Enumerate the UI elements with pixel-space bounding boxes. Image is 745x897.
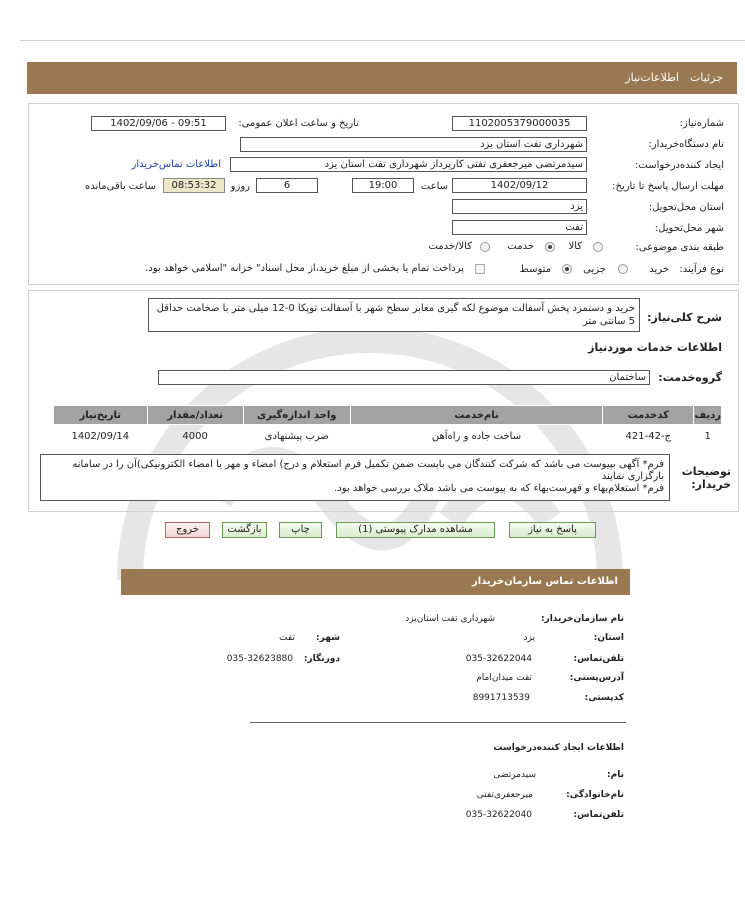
category-label: طبقه بندی موضوعی: — [635, 242, 724, 253]
need-number-field: 1102005379000035 — [452, 116, 587, 131]
city-label: شهر محل‌تحویل: — [654, 223, 724, 234]
fax-label: دورنگار: — [303, 654, 340, 664]
details-link[interactable]: جزئیات — [690, 71, 723, 84]
category-radio-goods-service[interactable] — [480, 242, 490, 252]
creator-name-label: نام: — [607, 770, 624, 780]
org-name-label: نام سازمان‌خریدار: — [540, 614, 624, 624]
days-label: روزو — [230, 181, 250, 192]
province-label: استان محل‌تحویل: — [648, 202, 724, 213]
creator-label: ایجاد کننده‌درخواست: — [635, 160, 724, 171]
process-radio-medium[interactable] — [562, 264, 572, 274]
attachments-button[interactable]: مشاهده مدارک پیوستی (1) — [336, 522, 495, 538]
page-title: اطلاعات‌نیاز — [625, 71, 679, 84]
back-button[interactable]: بازگشت — [222, 522, 267, 538]
cell-qty: 4000 — [182, 430, 208, 442]
creator-phone-label: تلفن‌تماس: — [573, 810, 624, 820]
creator-family-label: نام‌خانوادگی: — [566, 790, 624, 800]
cell-date: 1402/09/14 — [71, 430, 130, 442]
treasury-payment-checkbox[interactable] — [475, 264, 485, 274]
city-contact-value: تفت — [279, 633, 295, 643]
address-label: آدرس‌پستی: — [569, 673, 624, 683]
deadline-time-field: 19:00 — [352, 178, 414, 193]
process-option-minor: جزیی — [583, 264, 606, 275]
province-contact-value: یزد — [523, 633, 535, 643]
creator-name-value: سیدمرتضی — [493, 770, 536, 780]
address-value: تفت میدان‌امام — [476, 673, 532, 683]
announce-field: 1402/09/06 - 09:51 — [91, 116, 226, 131]
need-number-label: شماره‌نیاز: — [679, 118, 724, 129]
cell-name: ساخت جاده و راه‌آهن — [431, 430, 522, 442]
buyer-contact-link[interactable]: اطلاعات تماس‌خریدار — [131, 159, 221, 170]
process-option-medium: متوسط — [519, 264, 551, 275]
province-contact-label: استان: — [593, 633, 624, 643]
org-name-value: شهرداری تفت استان‌یزد — [405, 614, 495, 624]
exit-button[interactable]: خروج — [165, 522, 210, 538]
services-title: اطلاعات خدمات موردنیاز — [588, 341, 722, 354]
category-radio-goods[interactable] — [593, 242, 603, 252]
remaining-timer: 08:53:32 — [163, 178, 225, 193]
contact-bar — [121, 569, 630, 595]
description-label: شرح کلی‌نیاز: — [647, 311, 722, 324]
contact-divider — [250, 722, 626, 723]
table-row — [54, 425, 722, 448]
hour-label: ساعت — [420, 181, 448, 192]
buyer-notes-text: فرم* آگهی بپیوست می باشد که شرکت کنندگان می بایست ضمن تکمیل فرم استعلام و درج) امضاء و مهر یا امضاء الکترونیکی)آن را در سامانه بارگزاری نمایند فرم* استعلام‌بهاء و فهرست‌بهاء که به پیوست می باشد ملاک بررسی خواهد بود. — [40, 454, 670, 501]
category-radio-service[interactable] — [545, 242, 555, 252]
phone-label: تلفن‌تماس: — [573, 654, 624, 664]
remaining-label: ساعت باقی‌مانده — [84, 181, 156, 192]
postal-label: کدپستی: — [584, 693, 624, 703]
province-field: یزد — [452, 199, 587, 214]
col-date: تاریخ‌نیاز — [54, 406, 148, 425]
category-option-goods: کالا — [568, 241, 582, 252]
description-text: خرید و دستمزد پخش آسفالت موضوع لکه گیری معابر سطح شهر با آسفالت توپکا 0-12 میلی متر با ضخامت حداقل 5 سانتی متر — [148, 298, 640, 332]
reply-button[interactable]: پاسخ به نیاز — [509, 522, 596, 538]
col-code: کدخدمت — [603, 406, 694, 425]
col-name: نام‌خدمت — [350, 406, 602, 425]
deadline-label: مهلت ارسال پاسخ تا تاریخ: — [612, 181, 724, 192]
creator-family-value: میرجعفری‌تفتی — [476, 790, 533, 800]
category-option-goods-service: کالا/خدمت — [428, 241, 472, 252]
cell-code: ج-42-421 — [625, 430, 672, 442]
service-group-label: گروه‌خدمت: — [658, 371, 722, 384]
days-field: 6 — [256, 178, 318, 193]
cell-row: 1 — [704, 430, 711, 442]
service-group-field: ساختمان — [158, 370, 650, 385]
process-option-buy: خرید — [649, 264, 669, 275]
header-bar — [27, 62, 737, 94]
process-label: نوع فرآیند: — [679, 264, 724, 275]
buyer-org-field: شهرداری تفت استان یزد — [240, 137, 587, 152]
process-radio-minor[interactable] — [618, 264, 628, 274]
category-option-service: خدمت — [507, 241, 534, 252]
contact-bar-title: اطلاعات تماس سازمان‌خریدار — [471, 576, 618, 587]
top-divider — [20, 40, 745, 41]
phone-value: 035-32622044 — [465, 654, 532, 664]
col-qty: تعداد/مقدار — [147, 406, 243, 425]
services-table — [53, 405, 722, 447]
creator-info-title: اطلاعات ایجاد کننده‌درخواست — [493, 743, 624, 753]
city-field: تفت — [452, 220, 587, 235]
cell-unit: ضرب پیشنهادی — [264, 430, 329, 442]
fax-value: 035-32623880 — [226, 654, 293, 664]
buyer-notes-label: توضیحات خریدار: — [681, 465, 731, 491]
deadline-date-field: 1402/09/12 — [452, 178, 587, 193]
col-unit: واحد اندازه‌گیری — [243, 406, 350, 425]
postal-value: 8991713539 — [472, 693, 530, 703]
announce-label: تاریخ و ساعت اعلان عمومی: — [238, 118, 359, 129]
treasury-payment-note: پرداخت تمام یا بخشی از مبلغ خرید،از محل اسناد" خزانه "اسلامی خواهد بود. — [145, 263, 464, 274]
city-contact-label: شهر: — [316, 633, 340, 643]
col-row: ردیف — [694, 406, 722, 425]
creator-phone-value: 035-32622040 — [465, 810, 532, 820]
creator-field: سیدمرتضی میرجعفری تفتی کارپرداز شهرداری تفت استان یزد — [230, 157, 587, 172]
print-button[interactable]: چاپ — [279, 522, 322, 538]
buyer-org-label: نام دستگاه‌خریدار: — [648, 139, 724, 150]
